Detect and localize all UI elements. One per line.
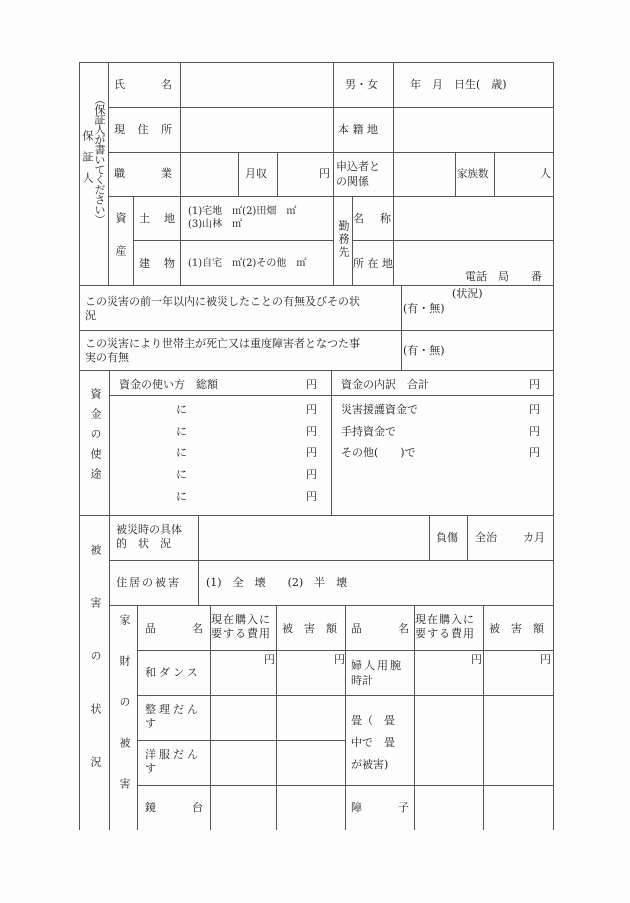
divider <box>401 285 402 370</box>
breakdown-row-1-label: 災害援護資金で <box>341 403 418 416</box>
breakdown-row-2-yen: 円 <box>529 425 540 438</box>
workplace-label: 勤務先 <box>337 220 350 259</box>
item-yofuku-dansu: 洋服だんす <box>145 748 201 775</box>
item-seiri-dansu-line1: 整理だんす <box>145 703 201 730</box>
divider <box>333 62 334 285</box>
guarantor-side-label: 保証人 <box>81 130 94 193</box>
injury-label: 負傷 <box>436 531 458 544</box>
usage-row-4-yen: 円 <box>306 468 317 481</box>
divider <box>137 740 345 741</box>
item-name-header-right: 品 名 <box>351 622 409 635</box>
usage-row-1-label: に <box>176 403 187 416</box>
item-watch-line2: 時計 <box>351 674 373 687</box>
divider <box>109 395 553 396</box>
divider <box>109 370 110 515</box>
usage-header: 資金の使い方 総額 <box>119 378 218 391</box>
damage-amount-header-left: 被 害 額 <box>282 622 337 635</box>
treatment-months-label: カ月 <box>523 531 545 544</box>
divider <box>108 152 553 153</box>
name-field[interactable] <box>181 63 332 107</box>
breakdown-header: 資金の内訳 合計 <box>341 378 429 391</box>
divider <box>79 370 554 371</box>
death-question-line2: 実の有無 <box>85 351 129 364</box>
divider <box>467 515 468 560</box>
name-label: 氏 名 <box>114 78 172 91</box>
breakdown-row-3-yen: 円 <box>529 446 540 459</box>
relation-label-line2: の関係 <box>336 175 369 188</box>
monthly-income-yen: 円 <box>319 167 330 180</box>
breakdown-header-yen: 円 <box>529 378 540 391</box>
domicile-field[interactable] <box>394 108 552 152</box>
usage-row-2-label: に <box>176 425 187 438</box>
breakdown-row-2-label: 手持資金で <box>341 425 396 438</box>
prior-disaster-question-line2: 況 <box>85 309 96 322</box>
situation-label-line2: 的 状 況 <box>116 537 171 550</box>
divider <box>393 62 394 285</box>
breakdown-row-1-yen: 円 <box>529 403 540 416</box>
relation-label-line1: 申込者と <box>336 160 380 173</box>
damage-side-label: 被害の状況 <box>89 544 102 809</box>
divider <box>276 605 277 830</box>
usage-header-yen: 円 <box>306 378 317 391</box>
item-tatami-line3: が被害) <box>351 758 389 771</box>
divider <box>109 560 553 561</box>
prior-disaster-status-label: (状況) <box>452 287 483 300</box>
divider <box>133 196 134 285</box>
workplace-name-field[interactable] <box>394 197 552 240</box>
land-label: 土 地 <box>139 212 175 225</box>
land-value-line1: (1)宅地 ㎡(2)田畑 ㎡ <box>188 206 297 217</box>
divider <box>79 330 554 331</box>
address-label: 現 住 所 <box>114 123 172 136</box>
divider <box>238 152 239 196</box>
domicile-label: 本 籍 地 <box>338 123 378 136</box>
monthly-income-label: 月収 <box>245 167 267 180</box>
assets-label: 資産 <box>114 212 127 278</box>
situation-field[interactable] <box>199 516 428 560</box>
divider <box>137 785 553 786</box>
table-border-right <box>553 62 554 830</box>
building-value: (1)自宅 ㎡(2)その他 ㎡ <box>188 258 307 269</box>
housing-damage-label: 住居の被害 <box>116 576 181 589</box>
divider <box>345 605 346 830</box>
usage-row-3-label: に <box>176 446 187 459</box>
divider <box>137 650 553 651</box>
divider <box>483 605 484 830</box>
land-value-line2: (3)山林 ㎡ <box>188 219 243 230</box>
occupation-label: 職 業 <box>114 167 172 180</box>
item-watch-line1: 婦人用腕 <box>351 659 403 672</box>
divider <box>277 152 278 196</box>
workplace-phone-label: 電話 局 番 <box>465 270 542 283</box>
wa-tansu-damage-yen: 円 <box>334 653 345 666</box>
cost-header-right-line2: 要する費用 <box>415 627 475 640</box>
divider <box>108 62 109 285</box>
wa-tansu-cost-yen: 円 <box>264 653 275 666</box>
usage-row-2-yen: 円 <box>306 425 317 438</box>
household-goods-side-label: 家財の被害 <box>118 614 131 819</box>
death-answer[interactable]: (有・無) <box>403 344 445 357</box>
item-name-header-left: 品 名 <box>145 622 203 635</box>
divider <box>429 515 430 560</box>
item-wa-tansu: 和ダンス <box>145 666 201 679</box>
funds-side-label: 資金の使途 <box>89 388 102 488</box>
usage-row-1-yen: 円 <box>306 403 317 416</box>
cost-header-left-line1: 現在購入に <box>211 613 271 626</box>
treatment-label: 全治 <box>475 531 497 544</box>
divider <box>137 605 138 830</box>
item-tatami-line1: 畳（ 畳 <box>351 714 395 727</box>
damage-amount-header-right: 被 害 額 <box>489 622 544 635</box>
divider <box>109 605 553 606</box>
birth-date-label: 年 月 日生( 歳) <box>410 78 507 91</box>
divider <box>79 285 554 286</box>
prior-disaster-answer[interactable]: (有・無) <box>403 302 445 315</box>
divider <box>352 240 553 241</box>
death-question-line1: この災害により世帯主が死亡又は重度障害者となつた事 <box>85 337 360 350</box>
situation-label-line1: 被災時の具体 <box>116 523 182 536</box>
usage-row-4-label: に <box>176 468 187 481</box>
item-shoji: 障 子 <box>351 801 409 814</box>
watch-cost-yen: 円 <box>471 653 482 666</box>
cost-header-right-line1: 現在購入に <box>415 613 475 626</box>
divider <box>109 515 110 830</box>
breakdown-row-3-label: その他( )で <box>341 446 416 459</box>
workplace-name-label: 名 称 <box>353 212 391 225</box>
item-tatami-line2: 中で 畳 <box>351 736 395 749</box>
housing-damage-options[interactable]: (1) 全 壊 (2) 半 壊 <box>206 576 348 589</box>
usage-row-3-yen: 円 <box>306 446 317 459</box>
workplace-address-label: 所 在 地 <box>353 257 393 270</box>
family-count-unit: 人 <box>540 167 551 180</box>
address-field[interactable] <box>181 108 332 152</box>
divider <box>133 240 333 241</box>
usage-row-5-label: に <box>176 490 187 503</box>
sex-label[interactable]: 男・女 <box>345 78 378 91</box>
divider <box>137 695 553 696</box>
family-count-label: 家族数 <box>457 168 489 180</box>
occupation-field[interactable] <box>181 153 237 196</box>
watch-damage-yen: 円 <box>540 653 551 666</box>
guarantor-side-note: （保証人が書いてください） <box>93 94 106 224</box>
item-kyodai: 鏡 台 <box>145 801 203 814</box>
usage-row-5-yen: 円 <box>306 490 317 503</box>
divider <box>352 196 353 285</box>
divider <box>331 370 332 515</box>
item-kyodai-char2: 台 <box>192 801 203 814</box>
divider <box>494 152 495 196</box>
building-label: 建 物 <box>139 257 175 270</box>
cost-header-left-line2: 要する費用 <box>211 627 271 640</box>
prior-disaster-question-line1: この災害の前一年以内に被災したことの有無及びその状 <box>85 295 360 308</box>
divider <box>455 152 456 196</box>
